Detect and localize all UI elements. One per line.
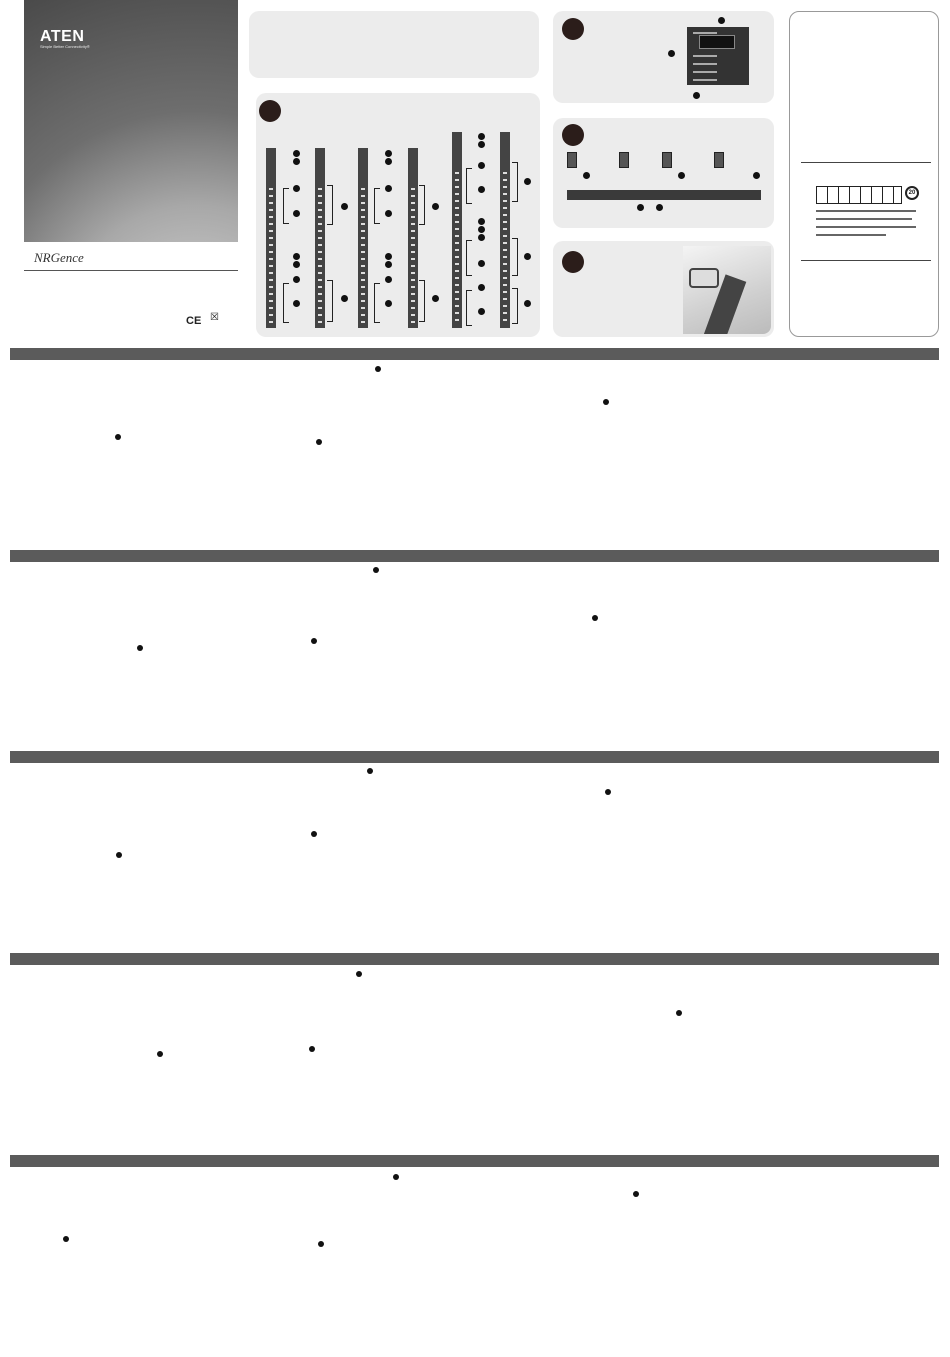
- outlet-mark: [503, 214, 507, 216]
- outlet-mark: [361, 195, 365, 197]
- outlet-mark: [455, 221, 459, 223]
- callout-dot: [478, 308, 485, 315]
- step-badge-a: [259, 100, 281, 122]
- outlet-mark: [503, 256, 507, 258]
- outlet-mark: [503, 270, 507, 272]
- aten-logo: ATEN: [40, 28, 85, 45]
- outlet-mark: [411, 195, 415, 197]
- outlet-mark: [411, 307, 415, 309]
- divider: [801, 260, 931, 261]
- callout-dot: [293, 276, 300, 283]
- outlet-mark: [455, 256, 459, 258]
- callout-dot: [478, 186, 485, 193]
- nrgence-logo: NRGence: [34, 250, 84, 265]
- outlet-mark: [503, 235, 507, 237]
- bullet-dot: [311, 831, 317, 837]
- section-bar-1: [10, 348, 939, 360]
- outlet-mark: [361, 244, 365, 246]
- callout-dot: [753, 172, 760, 179]
- outlet-mark: [269, 286, 273, 288]
- pdu-strip-rear-1: [315, 148, 325, 328]
- outlet-mark: [318, 265, 322, 267]
- outlet-mark: [411, 216, 415, 218]
- outlet-mark: [411, 321, 415, 323]
- callout-dot: [385, 261, 392, 268]
- divider: [801, 162, 931, 163]
- callout-dot: [637, 204, 644, 211]
- aten-tagline: Simple Better Connectivity®: [40, 44, 90, 49]
- compliance-panel: [789, 11, 939, 337]
- outlet-mark: [361, 188, 365, 190]
- outlet-mark: [318, 272, 322, 274]
- bullet-dot: [311, 638, 317, 644]
- outlet-mark: [411, 251, 415, 253]
- bullet-dot: [318, 1241, 324, 1247]
- bracket: [466, 290, 472, 326]
- outlet-mark: [269, 265, 273, 267]
- outlet-mark: [269, 307, 273, 309]
- bracket: [419, 280, 425, 322]
- callout-dot: [478, 141, 485, 148]
- outlet-mark: [361, 279, 365, 281]
- section-bar-4: [10, 953, 939, 965]
- outlet-mark: [503, 263, 507, 265]
- outlet-mark: [455, 186, 459, 188]
- power-cord-photo: [683, 246, 771, 334]
- outlet-mark: [318, 300, 322, 302]
- outlet-mark: [318, 286, 322, 288]
- outlet-mark: [455, 319, 459, 321]
- outlet-mark: [503, 277, 507, 279]
- outlet-mark: [411, 314, 415, 316]
- callout-dot: [341, 203, 348, 210]
- callout-dot: [293, 158, 300, 165]
- outlet-mark: [455, 305, 459, 307]
- callout-dot: [693, 92, 700, 99]
- outlet-mark: [411, 293, 415, 295]
- outlet-mark: [503, 186, 507, 188]
- outlet-mark: [503, 291, 507, 293]
- outlet-mark: [361, 223, 365, 225]
- bracket: [374, 283, 380, 323]
- bullet-dot: [373, 567, 379, 573]
- outlet-mark: [455, 235, 459, 237]
- callout-dot: [293, 253, 300, 260]
- outlet-mark: [503, 221, 507, 223]
- bullet-dot: [633, 1191, 639, 1197]
- outlet-mark: [455, 200, 459, 202]
- bracket: [419, 185, 425, 225]
- outlet-mark: [269, 272, 273, 274]
- outlet-mark: [269, 216, 273, 218]
- outlet-mark: [361, 272, 365, 274]
- outlet-mark: [503, 319, 507, 321]
- bullet-dot: [676, 1010, 682, 1016]
- callout-dot: [293, 185, 300, 192]
- callout-dot: [524, 300, 531, 307]
- outlet-mark: [455, 193, 459, 195]
- outlet-mark: [455, 277, 459, 279]
- outlet-mark: [269, 223, 273, 225]
- outlet-mark: [318, 258, 322, 260]
- section-bar-2: [10, 550, 939, 562]
- outlet-mark: [361, 321, 365, 323]
- outlet-mark: [269, 279, 273, 281]
- outlet-mark: [455, 179, 459, 181]
- callout-dot: [293, 150, 300, 157]
- callout-dot: [385, 253, 392, 260]
- outlet-mark: [411, 300, 415, 302]
- outlet-mark: [503, 249, 507, 251]
- bracket: [283, 283, 289, 323]
- outlet-mark: [455, 228, 459, 230]
- callout-dot: [524, 253, 531, 260]
- outlet-mark: [361, 314, 365, 316]
- bullet-dot: [116, 852, 122, 858]
- outlet-mark: [318, 293, 322, 295]
- bullet-dot: [393, 1174, 399, 1180]
- outlet-mark: [411, 209, 415, 211]
- callout-dot: [432, 295, 439, 302]
- bullet-dot: [605, 789, 611, 795]
- outlet-mark: [455, 172, 459, 174]
- bracket: [283, 188, 289, 224]
- rohs-20-icon: 20: [905, 186, 919, 200]
- callout-dot: [478, 218, 485, 225]
- outlet-mark: [318, 314, 322, 316]
- outlet-mark: [361, 216, 365, 218]
- bracket: [466, 168, 472, 204]
- bullet-dot: [316, 439, 322, 445]
- outlet-mark: [269, 237, 273, 239]
- outlet-mark: [503, 298, 507, 300]
- pdu-rack-unit: [567, 190, 761, 200]
- outlet-mark: [269, 251, 273, 253]
- outlet-mark: [361, 237, 365, 239]
- outlet-mark: [411, 244, 415, 246]
- outlet-mark: [361, 209, 365, 211]
- pdu-strip-front-3: [452, 132, 462, 328]
- outlet-mark: [455, 242, 459, 244]
- callout-dot: [293, 261, 300, 268]
- callout-dot: [583, 172, 590, 179]
- callout-dot: [656, 204, 663, 211]
- callout-dot: [385, 150, 392, 157]
- bullet-dot: [375, 366, 381, 372]
- ce-mark: CE: [186, 315, 202, 327]
- bullet-dot: [115, 434, 121, 440]
- outlet-mark: [318, 216, 322, 218]
- server-icon: [567, 152, 577, 168]
- bullet-dot: [309, 1046, 315, 1052]
- callout-dot: [478, 162, 485, 169]
- callout-dot: [341, 295, 348, 302]
- outlet-mark: [455, 312, 459, 314]
- outlet-mark: [503, 305, 507, 307]
- bracket: [466, 240, 472, 276]
- bullet-dot: [603, 399, 609, 405]
- callout-dot: [385, 300, 392, 307]
- outlet-mark: [503, 172, 507, 174]
- outlet-mark: [269, 209, 273, 211]
- outlet-mark: [455, 298, 459, 300]
- outlet-mark: [361, 286, 365, 288]
- step-badge-c: [562, 124, 584, 146]
- outlet-mark: [455, 214, 459, 216]
- outlet-mark: [411, 265, 415, 267]
- callout-dot: [478, 260, 485, 267]
- outlet-mark: [455, 263, 459, 265]
- outlet-mark: [361, 300, 365, 302]
- pdu-strip-rear-3: [500, 132, 510, 328]
- outlet-mark: [269, 188, 273, 190]
- server-icon: [714, 152, 724, 168]
- section-bar-3: [10, 751, 939, 763]
- outlet-mark: [503, 193, 507, 195]
- callout-dot: [524, 178, 531, 185]
- outlet-mark: [318, 307, 322, 309]
- bracket: [374, 188, 380, 224]
- step-badge-d: [562, 251, 584, 273]
- bracket: [512, 288, 518, 324]
- outlet-mark: [318, 237, 322, 239]
- outlet-mark: [361, 202, 365, 204]
- outlet-mark: [269, 314, 273, 316]
- outlet-mark: [318, 202, 322, 204]
- callout-dot: [432, 203, 439, 210]
- pdu-strip-rear-2: [408, 148, 418, 328]
- bracket: [512, 238, 518, 276]
- outlet-mark: [318, 188, 322, 190]
- outlet-mark: [318, 195, 322, 197]
- server-icon: [619, 152, 629, 168]
- callout-dot: [478, 133, 485, 140]
- outlet-mark: [269, 258, 273, 260]
- outlet-mark: [411, 223, 415, 225]
- callout-dot: [668, 50, 675, 57]
- plug-icon: [689, 268, 719, 288]
- bullet-dot: [137, 645, 143, 651]
- outlet-mark: [318, 209, 322, 211]
- outlet-mark: [411, 202, 415, 204]
- pdu-strip-front-1: [266, 148, 276, 328]
- outlet-mark: [269, 244, 273, 246]
- callout-dot: [478, 234, 485, 241]
- bullet-dot: [356, 971, 362, 977]
- outlet-mark: [318, 244, 322, 246]
- outlet-mark: [455, 284, 459, 286]
- callout-dot: [478, 284, 485, 291]
- callout-dot: [293, 210, 300, 217]
- callout-dot: [385, 158, 392, 165]
- callout-dot: [385, 210, 392, 217]
- outlet-mark: [318, 223, 322, 225]
- outlet-mark: [269, 300, 273, 302]
- outlet-mark: [503, 312, 507, 314]
- pdu-display-module: [687, 27, 749, 85]
- outlet-mark: [411, 272, 415, 274]
- outlet-mark: [361, 265, 365, 267]
- outlet-mark: [361, 258, 365, 260]
- cover-image: [24, 0, 238, 242]
- outlet-mark: [269, 293, 273, 295]
- outlet-mark: [503, 284, 507, 286]
- outlet-mark: [411, 188, 415, 190]
- weee-bin-icon: ☒: [210, 312, 219, 323]
- divider: [24, 270, 238, 271]
- callout-dot: [678, 172, 685, 179]
- bullet-dot: [63, 1236, 69, 1242]
- outlet-mark: [455, 270, 459, 272]
- callout-dot: [385, 185, 392, 192]
- callout-dot: [293, 300, 300, 307]
- outlet-mark: [503, 179, 507, 181]
- outlet-mark: [361, 251, 365, 253]
- section-bar-5: [10, 1155, 939, 1167]
- outlet-mark: [269, 230, 273, 232]
- outlet-mark: [269, 195, 273, 197]
- callout-dot: [718, 17, 725, 24]
- callout-dot: [478, 226, 485, 233]
- outlet-mark: [269, 202, 273, 204]
- outlet-mark: [318, 279, 322, 281]
- bullet-dot: [592, 615, 598, 621]
- outlet-mark: [411, 286, 415, 288]
- bullet-dot: [367, 768, 373, 774]
- outlet-mark: [411, 279, 415, 281]
- pdu-strip-front-2: [358, 148, 368, 328]
- bullet-dot: [157, 1051, 163, 1057]
- server-icon: [662, 152, 672, 168]
- callout-dot: [385, 276, 392, 283]
- bracket: [327, 280, 333, 322]
- intro-box: [249, 11, 539, 78]
- outlet-mark: [455, 207, 459, 209]
- bracket: [327, 185, 333, 225]
- outlet-mark: [411, 258, 415, 260]
- outlet-mark: [503, 207, 507, 209]
- bracket: [512, 162, 518, 202]
- hazardous-substances-table: [816, 186, 902, 204]
- outlet-mark: [361, 307, 365, 309]
- outlet-mark: [361, 293, 365, 295]
- outlet-mark: [411, 237, 415, 239]
- outlet-mark: [455, 291, 459, 293]
- lcd-screen: [699, 35, 735, 49]
- outlet-mark: [503, 242, 507, 244]
- outlet-mark: [503, 200, 507, 202]
- outlet-mark: [455, 249, 459, 251]
- outlet-mark: [411, 230, 415, 232]
- outlet-mark: [318, 321, 322, 323]
- outlet-mark: [503, 228, 507, 230]
- outlet-mark: [318, 251, 322, 253]
- outlet-mark: [318, 230, 322, 232]
- step-badge-b: [562, 18, 584, 40]
- outlet-mark: [269, 321, 273, 323]
- outlet-mark: [361, 230, 365, 232]
